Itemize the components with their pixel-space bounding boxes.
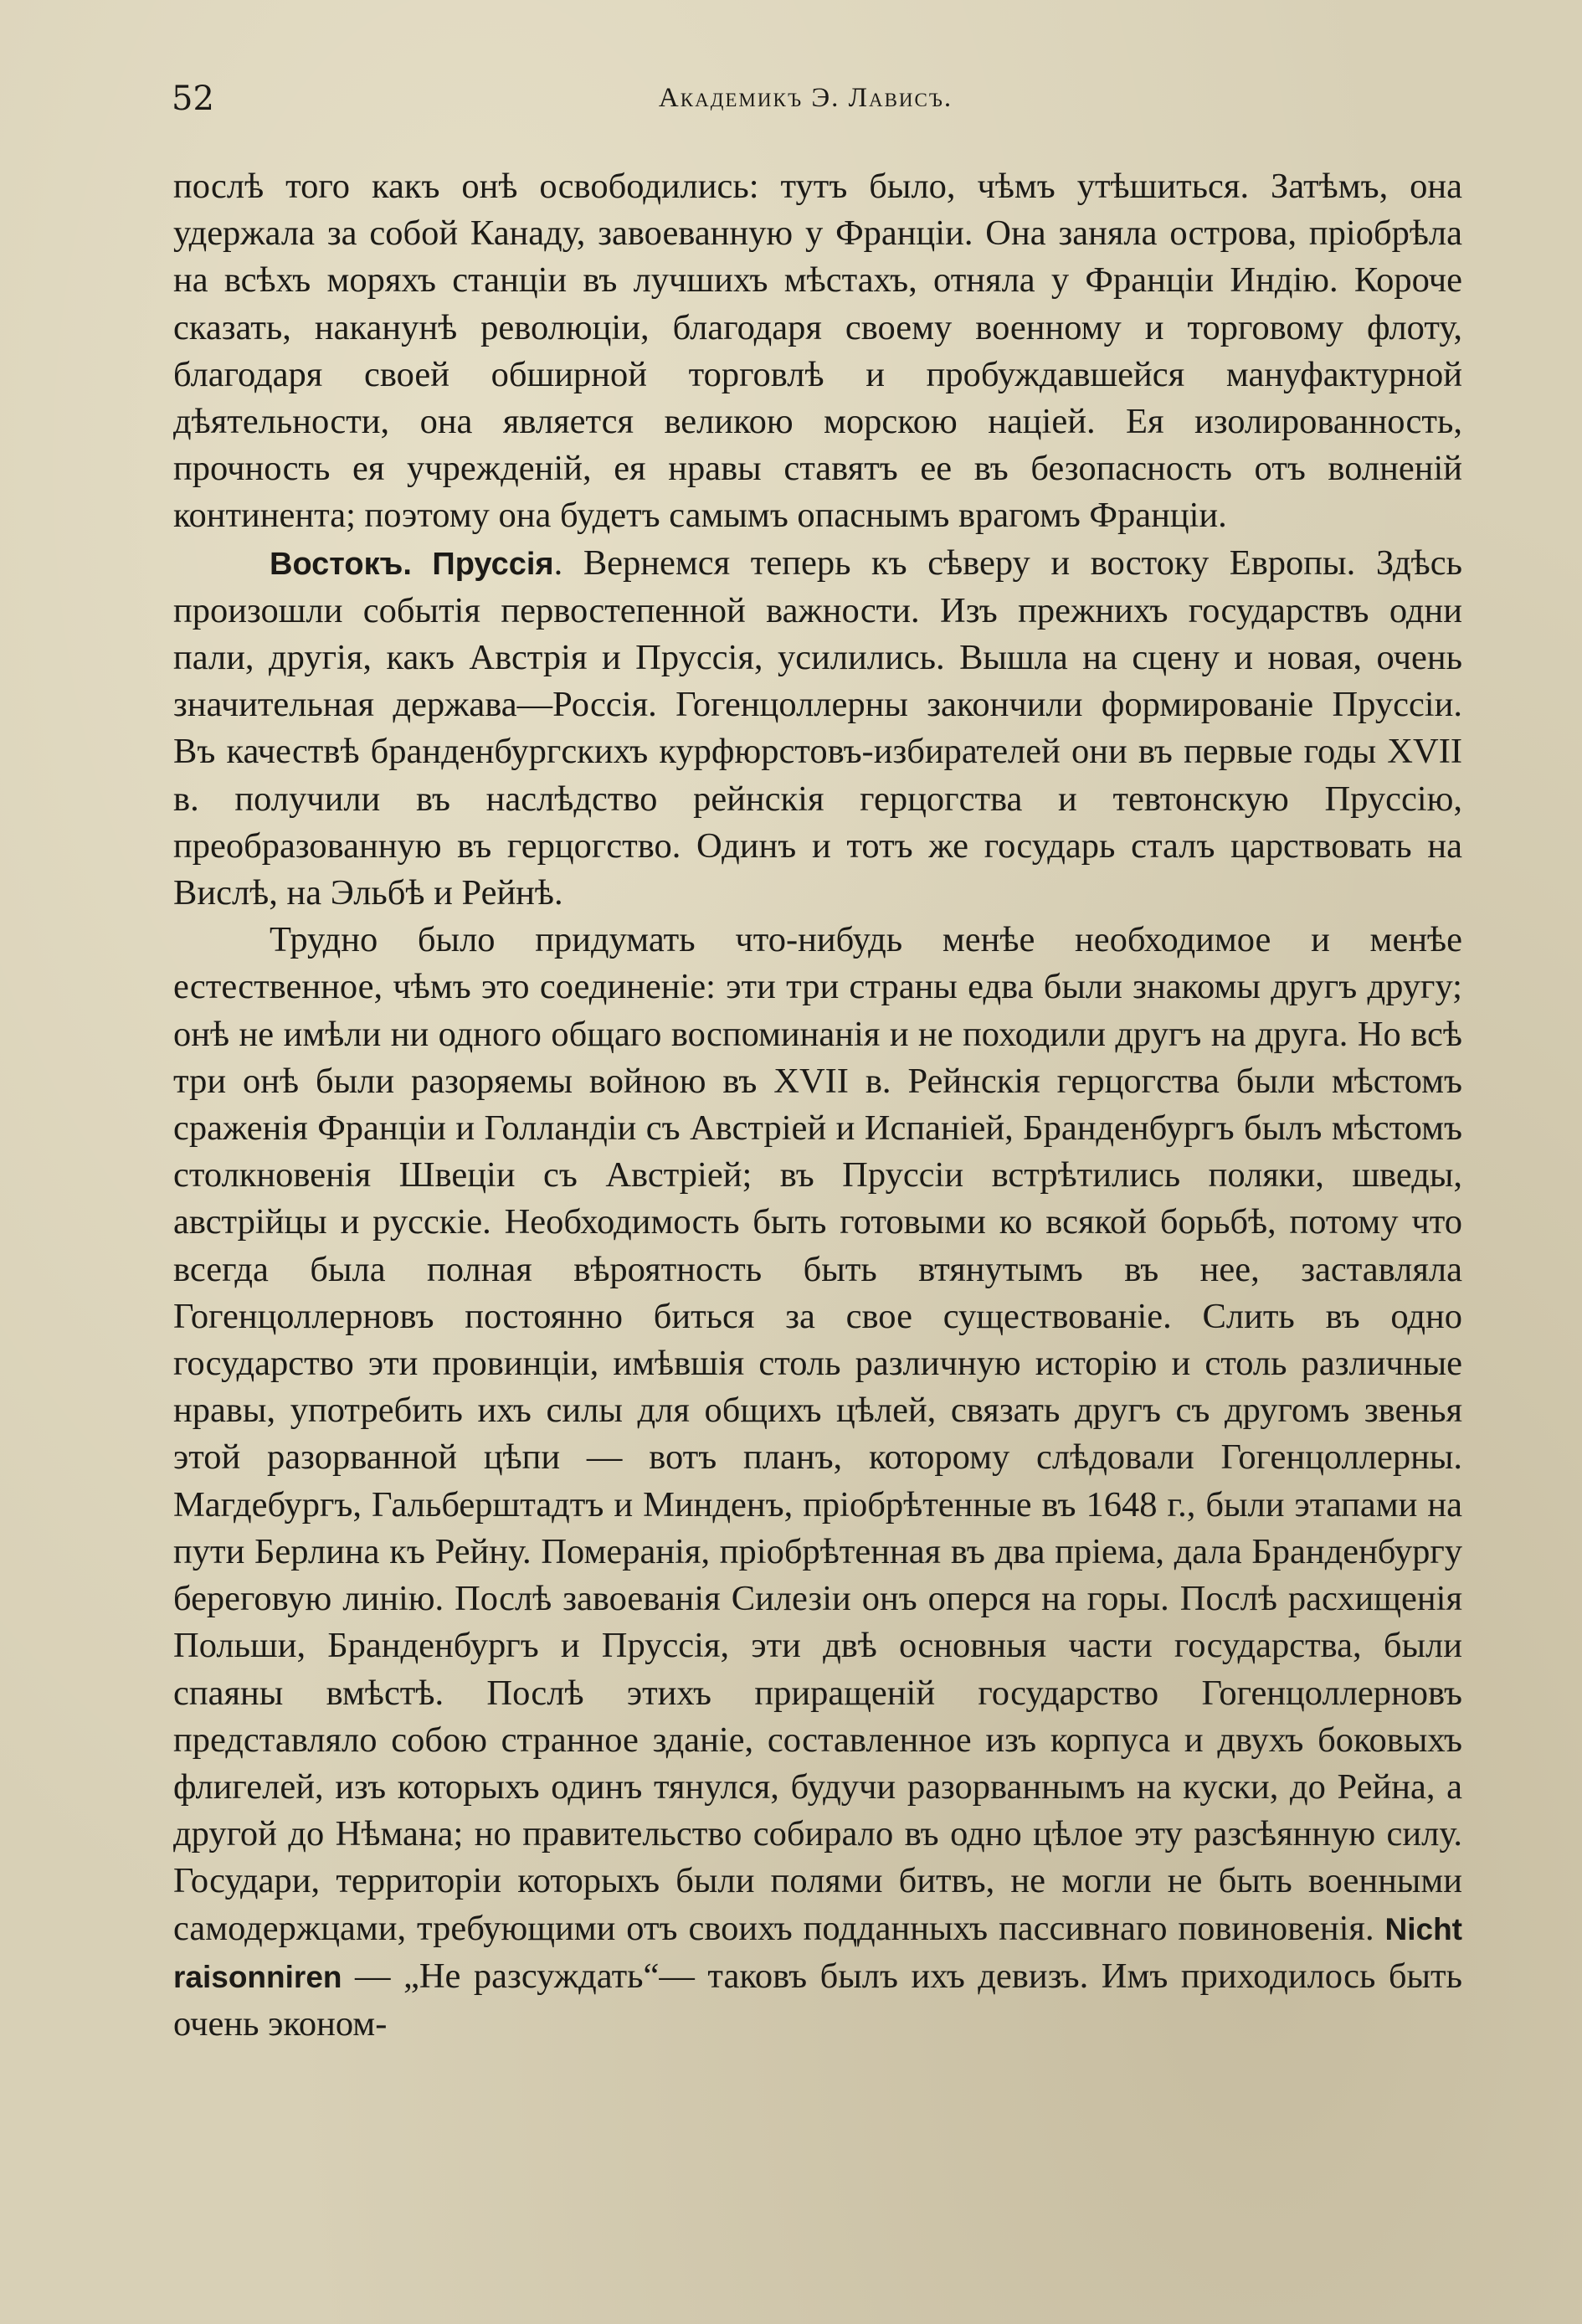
paragraph-2-text: . Вернемся теперь къ сѣверу и востоку Европы. Здѣсь произошли событія первостепенной важности. Изъ прежнихъ государствъ одни пали, другія, какъ Австрія и Пруссія, усилились. Вышла на сцену и новая, очень значительная держава—Россія. Гогенцоллерны закончили формированіе Пруссіи. Въ качествѣ бранденбургскихъ курфюрстовъ-избирателей они въ первые годы XVII в. получили въ наслѣдство рейнскія герцогства и тевтонскую Пруссію, преобразованную въ герцогство. Одинъ и тотъ же государь сталъ царствовать на Вислѣ, на Эльбѣ и Рейнѣ. [173, 542, 1462, 913]
paragraph-3-text-end: — „Не разсуждать“— таковъ былъ ихъ девизъ. Имъ приходилось быть очень эконом- [173, 1956, 1462, 2044]
body-text [173, 163, 1462, 2048]
paragraph-1-text: послѣ того какъ онѣ освободились: тутъ было, чѣмъ утѣшиться. Затѣмъ, она удержала за собой Канаду, завоеванную у Франціи. Она заняла острова, пріобрѣла на всѣхъ моряхъ станціи въ лучшихъ мѣстахъ, отняла у Франціи Индію. Короче сказать, наканунѣ революціи, благодаря своему военному и торговому флоту, благодаря своей обширной торговлѣ и пробуждавшейся мануфактурной дѣятельности, она является великою морскою націей. Ея изолированность, прочность ея учрежденій, ея нравы ставятъ ее въ безопасность отъ волненій континента; поэтому она будетъ самымъ опаснымъ врагомъ Франціи. [173, 167, 1462, 536]
page-number: 52 [172, 80, 214, 118]
page-header [172, 80, 1440, 130]
paragraph-1 [173, 163, 1462, 540]
motto-term: Nicht raisonniren [173, 1911, 1462, 1994]
running-head: Академикъ Э. Лависъ. [658, 83, 953, 113]
section-heading: Востокъ. Пруссія [270, 546, 554, 582]
paragraph-3 [173, 917, 1462, 2048]
paragraph-2 [173, 540, 1462, 918]
paragraph-3-text-start: Трудно было придумать что-нибудь менѣе необходимое и менѣе естественное, чѣмъ это соединеніе: эти три страны едва были знакомы другъ другу; онѣ не имѣли ни одного общаго воспоминанія и не походили другъ на друга. Но всѣ три онѣ были разоряемы войною въ XVII в. Рейнскія герцогства были мѣстомъ сраженія Франціи и Голландіи съ Австріей и Испаніей, Бранденбургъ былъ мѣстомъ столкновенія Швеціи съ Австріей; въ Пруссіи встрѣтились поляки, шведы, австрійцы и русскіе. Необходимость быть готовыми ко всякой борьбѣ, потому что всегда была полная вѣроятность быть втянутымъ въ нее, заставляла Гогенцоллерновъ постоянно биться за свое существованіе. Слить въ одно государство эти провинціи, имѣвшія столь различную исторію и столь различные нравы, употребить ихъ силы для общихъ цѣлей, связать другъ съ другомъ звенья этой разорванной цѣпи — вотъ планъ, которому слѣдовали Гогенцоллерны. Магдебургъ, Гальберштадтъ и Минденъ, пріобрѣтенные въ 1648 г., были этапами на пути Берлина къ Рейну. Померанія, пріобрѣтенная въ два пріема, дала Бранденбургу береговую линію. Послѣ завоеванія Силезіи онъ оперся на горы. Послѣ расхищенія Польши, Бранденбургъ и Пруссія, эти двѣ основныя части государства, были спаяны вмѣстѣ. Послѣ этихъ приращеній государство Гогенцоллерновъ представляло собою странное зданіе, составленное изъ корпуса и двухъ боковыхъ флигелей, изъ которыхъ одинъ тянулся, будучи разорваннымъ на куски, до Рейна, а другой до Нѣмана; но правительство собирало въ одно цѣлое эту разсѣянную силу. Государи, территоріи которыхъ были полями битвъ, не могли не быть военными самодержцами, требующими отъ своихъ подданныхъ пассивнаго повиновенія. [173, 920, 1462, 1948]
